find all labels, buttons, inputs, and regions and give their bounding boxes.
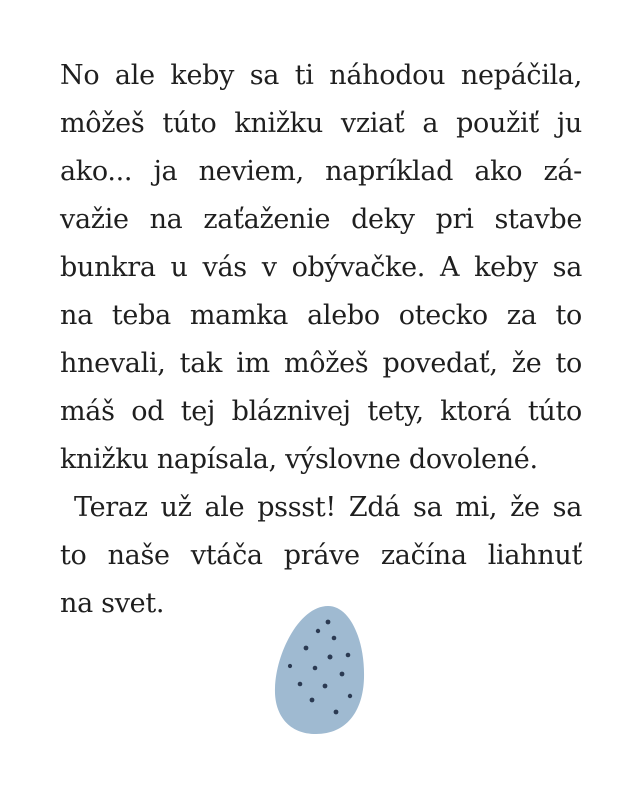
egg-spot — [304, 646, 309, 651]
text-line: ako... ja neviem, napríklad ako zá- — [60, 156, 582, 187]
text-line: na teba mamka alebo otecko za to — [60, 300, 582, 331]
text-line: na svet. — [60, 588, 165, 619]
egg-spot — [288, 664, 292, 668]
egg-spot — [348, 694, 352, 698]
egg-shell — [275, 606, 364, 734]
story-text — [60, 52, 582, 628]
text-line: hnevali, tak im môžeš povedať, že to — [60, 348, 582, 379]
egg-spot — [313, 666, 318, 671]
text-line: No ale keby sa ti náhodou nepáčila, — [60, 60, 582, 91]
text-line: važie na zaťaženie deky pri stavbe — [60, 204, 582, 235]
speckled-egg-icon — [270, 600, 370, 740]
egg-spot — [316, 629, 320, 633]
egg-spot — [334, 710, 339, 715]
egg-spot — [332, 636, 337, 641]
egg-spot — [340, 672, 345, 677]
egg-spot — [328, 655, 333, 660]
egg-spot — [298, 682, 303, 687]
text-line: knižku napísala, výslovne dovolené. — [60, 444, 538, 475]
egg-spot — [346, 653, 351, 658]
text-line: to naše vtáča práve začína liahnuť — [60, 540, 582, 571]
text-line: Teraz už ale pssst! Zdá sa mi, že sa — [74, 492, 582, 523]
egg-spot — [323, 684, 328, 689]
egg-spot — [310, 698, 315, 703]
text-line: máš od tej bláznivej tety, ktorá túto — [60, 396, 582, 427]
egg-spot — [326, 620, 331, 625]
text-line: bunkra u vás v obývačke. A keby sa — [60, 252, 582, 283]
text-line: môžeš túto knižku vziať a použiť ju — [60, 108, 582, 139]
